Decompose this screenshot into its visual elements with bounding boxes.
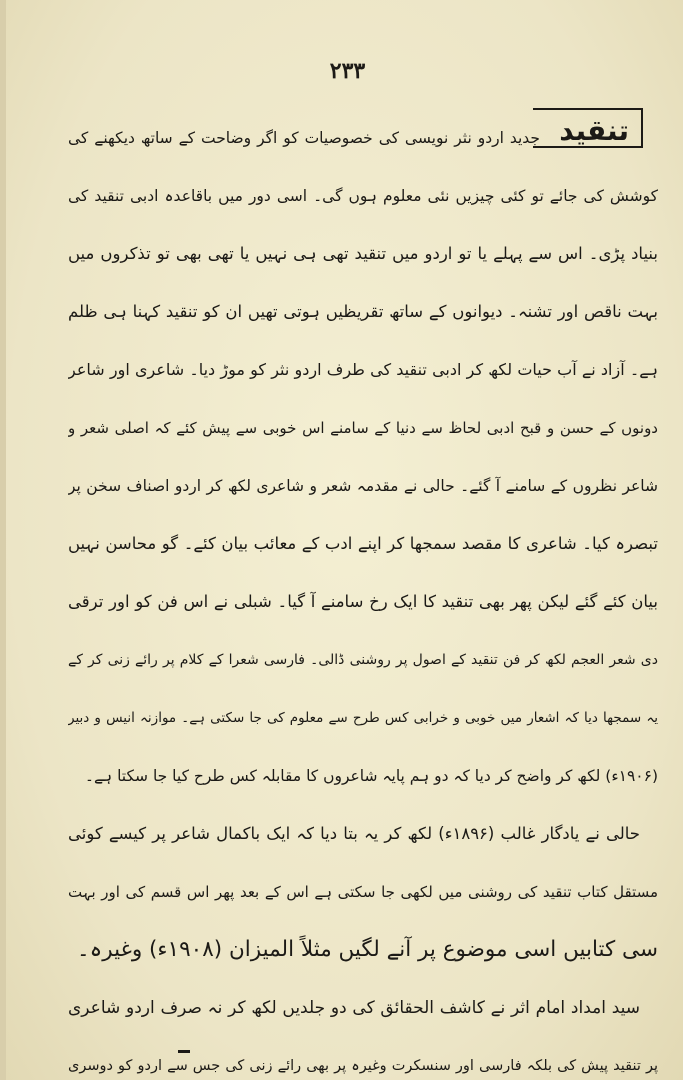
body-text	[68, 112, 658, 1080]
text-line: (۱۹۰۶ء) لکھ کر واضح کر دیا کہ دو ہم پایہ شاعروں کا مقابلہ کس طرح کیا جا سکتا ہے۔	[84, 767, 658, 785]
text-line: کوشش کی جائے تو کئی چیزیں نئی معلوم ہوں گی۔ اسی دور میں باقاعدہ ادبی تنقید کی	[68, 187, 658, 205]
text-line: بنیاد پڑی۔ اس سے پہلے یا تو اردو میں تنقید تھی ہی نہیں یا تھی بھی تو تذکروں میں	[68, 244, 658, 263]
page-number: ۲۳۳	[329, 58, 366, 84]
text-line: دی شعر العجم لکھ کر فن تنقید کے اصول پر روشنی ڈالی۔ فارسی شعرا کے کلام پر رائے زنی کر کے	[68, 652, 658, 668]
text-line: جدید اردو نثر نویسی کی خصوصیات کو اگر وضاحت کے ساتھ دیکھنے کی	[68, 129, 540, 147]
text-line: ہے۔ آزاد نے آب حیات لکھ کر ادبی تنقید کی طرف اردو نثر کو موڑ دیا۔ شاعری اور شاعر	[68, 360, 658, 379]
footer-dash	[178, 1050, 190, 1053]
text-line: سید امداد امام اثر نے کاشف الحقائق کی دو جلدیں لکھ کر نہ صرف اردو شاعری	[68, 998, 640, 1018]
text-line: پر تنقید پیش کی بلکہ فارسی اور سنسکرت وغیرہ پر بھی رائے زنی کی جس سے اردو کو دوسری	[68, 1058, 658, 1074]
text-line: دونوں کے حسن و قبح ادبی لحاظ سے دنیا کے سامنے اس خوبی سے پیش کئے کہ اصلی شعر و	[68, 419, 658, 437]
text-line: تبصرہ کیا۔ شاعری کا مقصد سمجھا کر اپنے ادب کے معائب بیان کئے۔ گو محاسن نہیں	[68, 534, 658, 553]
text-line: بیان کئے گئے لیکن پھر بھی تنقید کا ایک رخ سامنے آ گیا۔ شبلی نے اس فن کو اور ترقی	[68, 592, 658, 611]
section-heading: تنقید	[559, 114, 629, 147]
text-line: سی کتابیں اسی موضوع پر آنے لگیں مثلاً المیزان (۱۹۰۸ء) وغیرہ۔	[77, 937, 658, 962]
text-line: یہ سمجھا دیا کہ اشعار میں خوبی و خرابی کس طرح سے معلوم کی جا سکتی ہے۔ موازنہ انیس و دبیر	[68, 710, 658, 726]
text-line: بہت ناقص اور تشنہ۔ دیوانوں کے ساتھ تقریظیں ہوتی تھیں ان کو تنقید کہنا ہی ظلم	[68, 302, 658, 321]
text-line: مستقل کتاب تنقید کی روشنی میں لکھی جا سکتی ہے اس کے بعد پھر اس قسم کی اور بہت	[68, 883, 658, 901]
text-line: حالی نے یادگار غالب (۱۸۹۶ء) لکھ کر یہ بتا دیا کہ ایک باکمال شاعر پر کیسے کوئی	[68, 824, 640, 843]
text-line: شاعر نظروں کے سامنے آ گئے۔ حالی نے مقدمہ شعر و شاعری لکھ کر اردو اصناف سخن پر	[68, 477, 658, 495]
